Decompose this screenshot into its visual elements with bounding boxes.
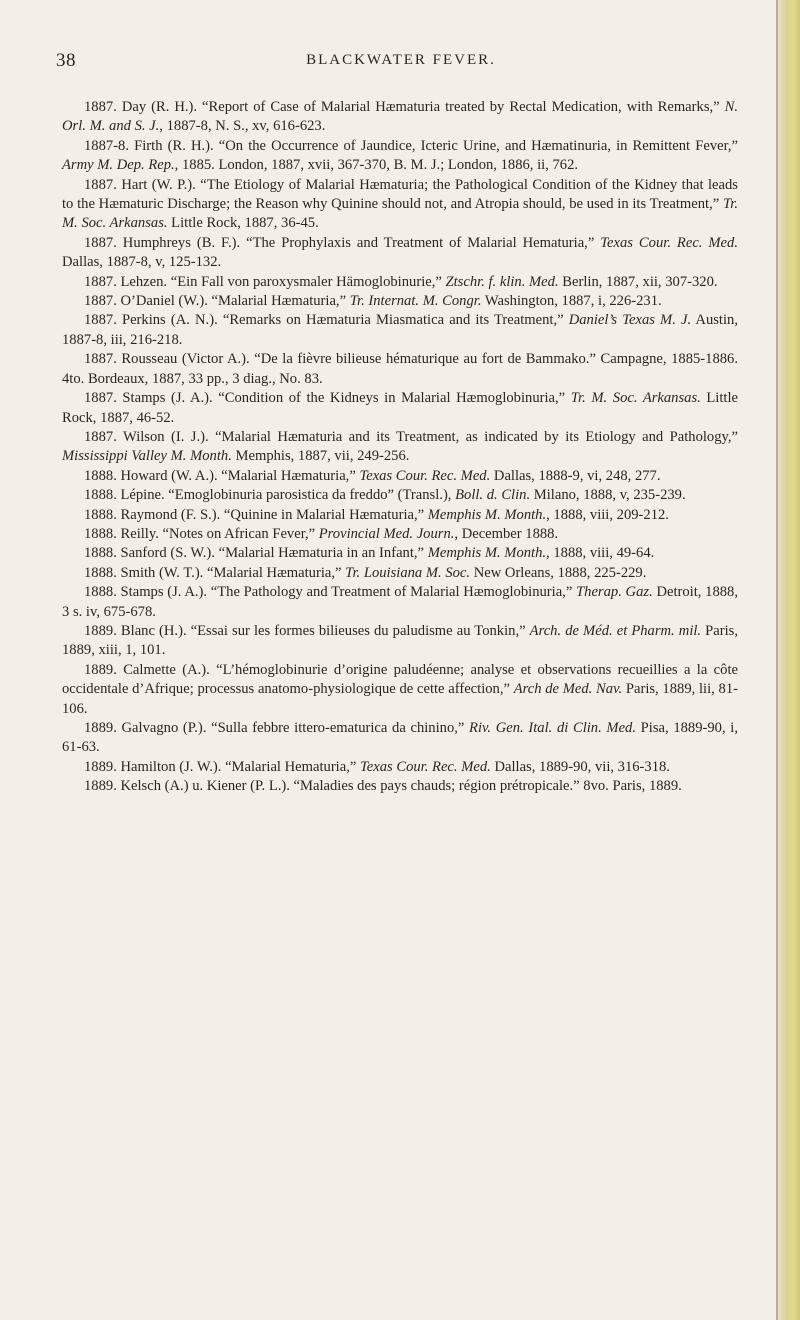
entry-tail: Little Rock, 1887, 46-52. — [62, 390, 739, 426]
bibliography-entry — [62, 777, 738, 796]
entry-journal: Texas Cour. Rec. Med. — [600, 234, 738, 251]
entry-journal: Tr. Internat. M. Congr. — [349, 293, 482, 310]
entry-text: 1887. O’Daniel (W.). “Malarial Hæmaturia,” — [84, 293, 350, 310]
entry-text: 1888. Sanford (S. W.). “Malarial Hæmaturia in an Infant,” — [84, 545, 428, 562]
bibliography-entry — [62, 311, 738, 350]
entry-text: 1888. Raymond (F. S.). “Quinine in Malarial Hæmaturia,” — [84, 506, 428, 523]
entry-journal: Memphis M. Month. — [427, 506, 547, 523]
entry-text: 1887. Stamps (J. A.). “Condition of the Kidneys in Malarial Hæmoglobinuria,” — [84, 390, 571, 407]
bibliography-entry — [62, 292, 738, 311]
entry-text: 1887. Hart (W. P.). “The Etiology of Malarial Hæmaturia; the Pathological Condition of the Kidney that leads to the Hæmaturic Discharge; the Reason why Quinine should not, and Atropia should, be used in its Treatment,” — [62, 176, 738, 213]
bibliography-entry — [62, 176, 738, 234]
bibliography-entry — [62, 758, 738, 777]
entry-tail: Dallas, 1889-90, vii, 316-318. — [490, 758, 670, 775]
entry-journal: Ztschr. f. klin. Med. — [445, 273, 559, 290]
entry-tail: Pisa, 1889-90, i, 61-63. — [62, 720, 738, 756]
entry-tail: Dallas, 1887-8, v, 125-132. — [62, 254, 222, 271]
entry-journal: Texas Cour. Rec. Med. — [359, 467, 491, 484]
bibliography-entry — [62, 428, 738, 467]
bibliography-entry — [62, 622, 738, 661]
entry-journal: Army M. Dep. Rep. — [62, 157, 175, 174]
entry-text: 1887. Wilson (I. J.). “Malarial Hæmaturia and its Treatment, as indicated by its Etiology and Pathology,” — [84, 428, 738, 445]
entry-journal: Arch. de Méd. et Pharm. mil. — [529, 622, 702, 639]
entry-tail: New Orleans, 1888, 225-229. — [470, 564, 647, 581]
page-header — [56, 50, 746, 74]
entry-journal: Riv. Gen. Ital. di Clin. Med. — [469, 720, 636, 736]
bibliography-entry — [62, 583, 738, 622]
bibliography-entry — [62, 719, 738, 758]
bibliography-entry — [62, 661, 738, 719]
bibliography-entry — [62, 525, 738, 544]
entry-text: 1888. Lépine. “Emoglobinuria parosistica da freddo” (Transl.), — [84, 487, 456, 504]
entry-text: 1889. Galvagno (P.). “Sulla febbre ittero-ematurica da chinino,” — [84, 720, 470, 736]
bibliography-entry — [62, 137, 738, 176]
entry-tail: , 1885. London, 1887, xvii, 367-370, B. M. J.; London, 1886, ii, 762. — [174, 157, 579, 174]
bibliography-entry — [62, 273, 738, 292]
entry-journal: Mississippi Valley M. Month. — [62, 448, 232, 465]
entry-tail: Austin, 1887-8, iii, 216-218. — [62, 312, 738, 348]
entry-tail: Milano, 1888, v, 235-239. — [530, 487, 686, 504]
entry-text: 1887. Lehzen. “Ein Fall von paroxysmaler Hämoglobinurie,” — [84, 273, 446, 290]
bibliography-entry — [62, 467, 738, 486]
entry-text: 1888. Howard (W. A.). “Malarial Hæmaturia,” — [84, 467, 360, 484]
bibliography-entry — [62, 350, 738, 389]
bibliography-list — [62, 98, 738, 797]
entry-journal: Tr. Louisiana M. Soc. — [345, 564, 471, 581]
bibliography-entry — [62, 486, 738, 505]
entry-journal: Arch de Med. Nav. — [513, 681, 623, 698]
book-page-edge — [778, 0, 800, 1320]
bibliography-entry — [62, 564, 738, 583]
bibliography-entry — [62, 234, 738, 273]
bibliography-entry — [62, 98, 738, 137]
entry-text: 1889. Kelsch (A.) u. Kiener (P. L.). “Maladies des pays chauds; région prétropicale.” 8vo. Paris, 1889. — [84, 778, 682, 795]
entry-text: 1889. Blanc (H.). “Essai sur les formes bilieuses du paludisme au Tonkin,” — [84, 622, 530, 639]
entry-text: 1889. Hamilton (J. W.). “Malarial Hematuria,” — [84, 758, 360, 775]
entry-journal: Texas Cour. Rec. Med. — [360, 758, 491, 775]
entry-tail: Memphis, 1887, vii, 249-256. — [231, 448, 410, 465]
entry-tail: Dallas, 1888-9, vi, 248, 277. — [490, 467, 661, 484]
entry-text: 1888. Reilly. “Notes on African Fever,” — [84, 525, 319, 542]
entry-tail: Washington, 1887, i, 226-231. — [481, 293, 662, 310]
entry-text: 1887. Rousseau (Victor A.). “De la fièvre bilieuse hématurique au fort de Bammako.” Campagne, 1885-1886. 4to. Bordeaux, 1887, 33 pp., 3 diag., No. 83. — [62, 351, 738, 387]
page-number: 38 — [56, 50, 76, 71]
entry-tail: Little Rock, 1887, 36-45. — [167, 215, 319, 232]
entry-tail: Berlin, 1887, xii, 307-320. — [558, 273, 718, 290]
bibliography-entry — [62, 544, 738, 563]
entry-tail: , 1888, viii, 49-64. — [546, 545, 655, 562]
entry-journal: N. Orl. M. and S. J. — [62, 99, 738, 135]
entry-journal: Boll. d. Clin. — [455, 487, 531, 504]
entry-text: 1887-8. Firth (R. H.). “On the Occurrence of Jaundice, Icteric Urine, and Hæmatinuria, in Remittent Fever,” — [84, 137, 738, 154]
entry-tail: Paris, 1889, xiii, 1, 101. — [62, 622, 739, 659]
entry-tail: Detroit, 1888, 3 s. iv, 675-678. — [62, 584, 738, 620]
entry-text: 1887. Day (R. H.). “Report of Case of Malarial Hæmaturia treated by Rectal Medication, with Remarks,” — [84, 99, 725, 115]
bibliography-entry — [62, 389, 738, 428]
entry-journal: Provincial Med. Journ. — [318, 525, 455, 542]
entry-journal: Therap. Gaz. — [576, 584, 653, 601]
bibliography-entry — [62, 506, 738, 525]
entry-text: 1887. Humphreys (B. F.). “The Prophylaxis and Treatment of Malarial Hematuria,” — [84, 234, 601, 251]
entry-text: 1889. Calmette (A.). “L’hémoglobinurie d’origine paludéenne; analyse et observations recueillies a la côte occidentale d’Afrique; processus anatomo-physiologique de cette affection,” — [62, 661, 738, 698]
entry-journal: Memphis M. Month. — [427, 545, 547, 562]
entry-text: 1887. Perkins (A. N.). “Remarks on Hæmaturia Miasmatica and its Treatment,” — [84, 312, 569, 329]
entry-text: 1888. Smith (W. T.). “Malarial Hæmaturia,” — [84, 564, 346, 581]
entry-text: 1888. Stamps (J. A.). “The Pathology and Treatment of Malarial Hæmoglobinuria,” — [84, 584, 577, 601]
entry-journal: Tr. M. Soc. Arkansas. — [62, 196, 738, 232]
entry-tail: , 1887-8, N. S., xv, 616-623. — [159, 118, 326, 135]
entry-tail: Paris, 1889, lii, 81-106. — [62, 681, 738, 717]
entry-journal: Daniel’s Texas M. J. — [568, 312, 692, 329]
entry-journal: Tr. M. Soc. Arkansas. — [570, 390, 701, 407]
entry-tail: , December 1888. — [454, 525, 559, 542]
entry-tail: , 1888, viii, 209-212. — [546, 506, 669, 523]
running-title: BLACKWATER FEVER. — [306, 52, 496, 68]
